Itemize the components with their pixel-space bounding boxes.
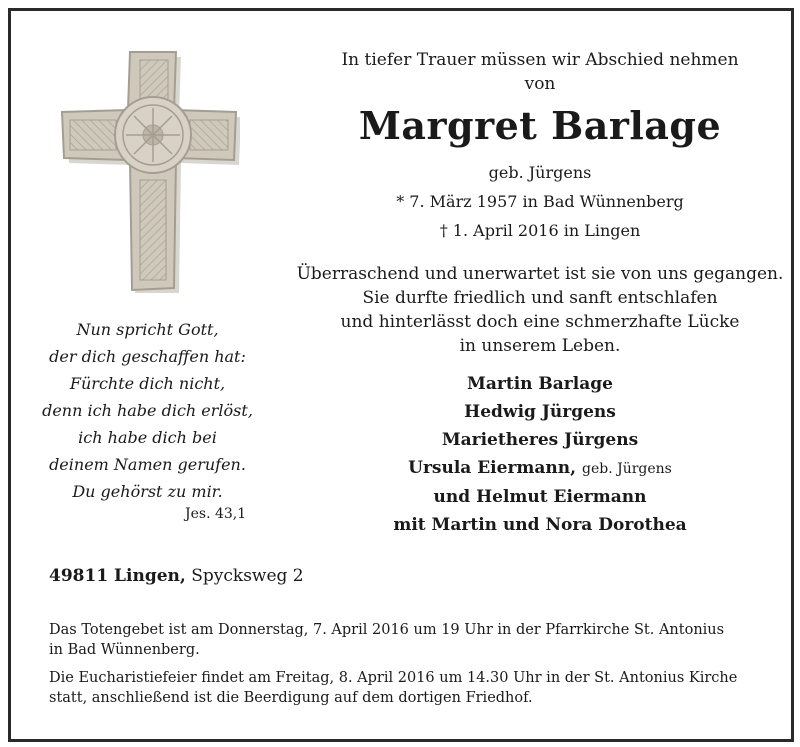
family-member-name: Ursula Eiermann, [408, 458, 577, 478]
family-member: Martin Barlage [467, 374, 613, 394]
birth-date: * 7. März 1957 in Bad Wünnenberg [396, 192, 684, 211]
maiden-name: geb. Jürgens [488, 163, 592, 182]
prayer-info [49, 620, 754, 660]
verse-line: ich habe dich bei [78, 428, 217, 447]
info-line: in Bad Wünnenberg. [49, 642, 200, 658]
deceased-name: Margret Barlage [358, 103, 722, 148]
message-line: in unserem Leben. [459, 336, 621, 356]
address [49, 566, 304, 586]
info-line: Das Totengebet ist am Donnerstag, 7. April 2016 um 19 Uhr in der Pfarrkirche St. Antonius [49, 622, 725, 638]
verse-reference: Jes. 43,1 [185, 506, 247, 522]
message-line: Überraschend und unerwartet ist sie von uns gegangen. [296, 264, 784, 284]
mass-info [49, 668, 754, 708]
message-line: und hinterlässt doch eine schmerzhafte Lücke [340, 312, 740, 332]
verse-line: denn ich habe dich erlöst, [42, 401, 253, 420]
message-line: Sie durfte friedlich und sanft entschlafen [362, 288, 718, 308]
verse-line: Nun spricht Gott, [76, 320, 219, 339]
address-city: 49811 Lingen, [49, 566, 186, 586]
death-date: † 1. April 2016 in Lingen [439, 221, 641, 240]
family-member-note: geb. Jürgens [581, 461, 672, 477]
family-member: Hedwig Jürgens [464, 402, 616, 422]
intro-line: In tiefer Trauer müssen wir Abschied nehmen [341, 50, 739, 70]
address-street: Spycksweg 2 [191, 566, 304, 586]
message-text [280, 262, 800, 358]
intro-line: von [524, 74, 556, 94]
family-member: und Helmut Eiermann [433, 487, 647, 507]
family-list [280, 370, 800, 539]
verse-line: Du gehörst zu mir. [72, 482, 223, 501]
verse-line: Fürchte dich nicht, [69, 374, 226, 393]
stone-cross-icon [60, 48, 240, 293]
verse-line: deinem Namen gerufen. [49, 455, 246, 474]
family-member [280, 454, 800, 483]
intro-text [280, 48, 800, 96]
bible-verse [40, 316, 255, 505]
family-member: Marietheres Jürgens [441, 430, 639, 450]
info-line: Die Eucharistiefeier findet am Freitag, 8. April 2016 um 14.30 Uhr in der St. Antonius Kirche [49, 670, 738, 686]
info-line: statt, anschließend ist die Beerdigung auf dem dortigen Friedhof. [49, 690, 533, 706]
family-member: mit Martin und Nora Dorothea [393, 515, 687, 535]
verse-line: der dich geschaffen hat: [49, 347, 246, 366]
bio-details [280, 158, 800, 245]
